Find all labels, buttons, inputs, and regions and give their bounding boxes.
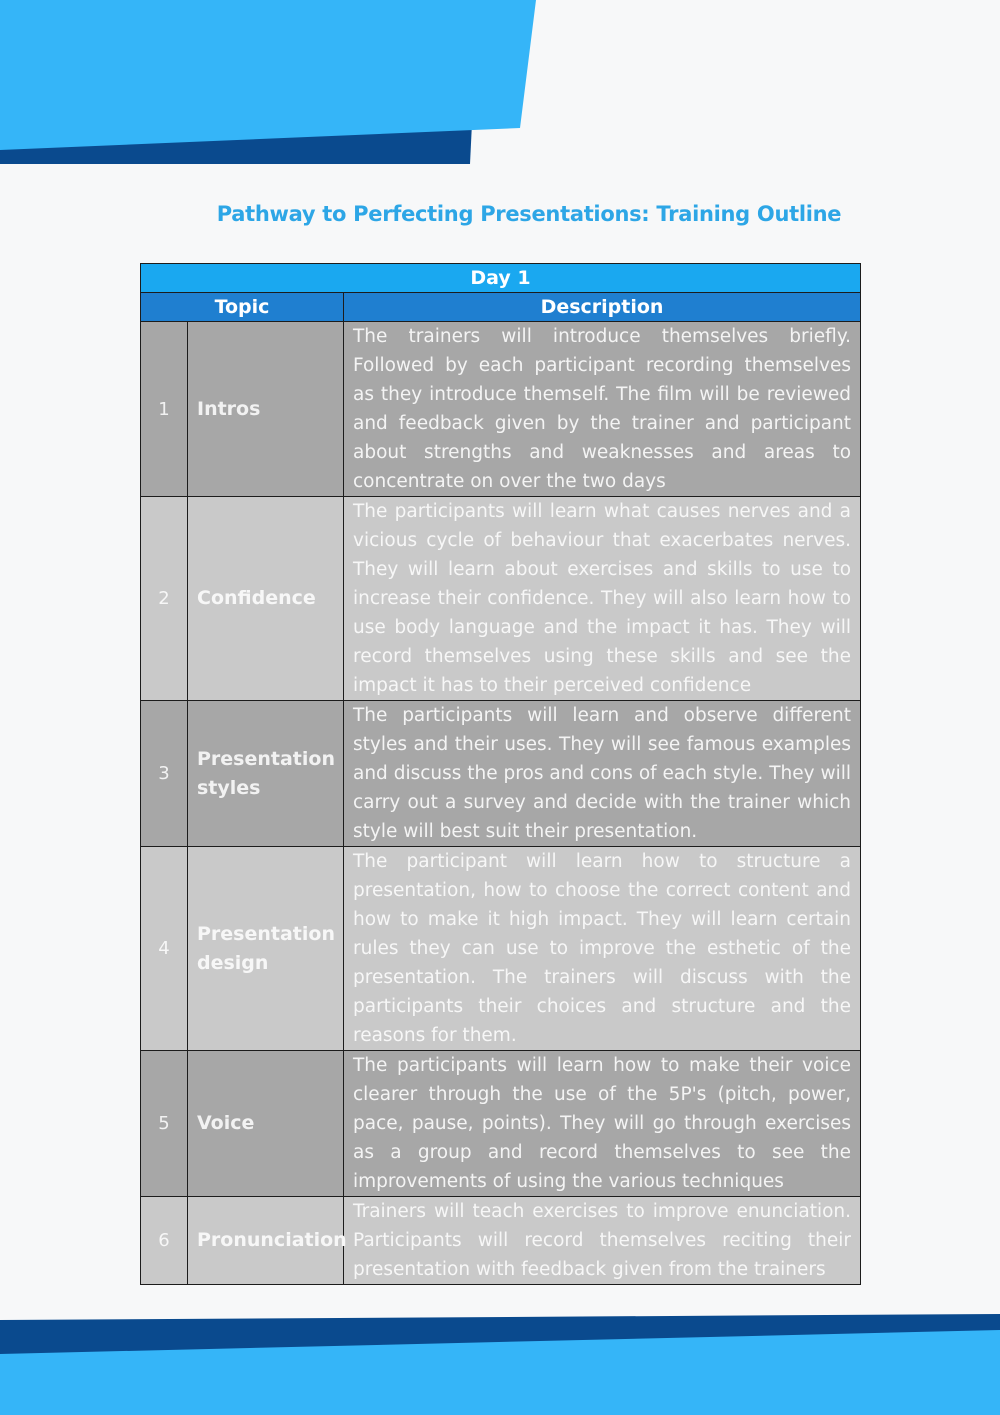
- topic-header: Topic: [141, 293, 344, 322]
- row-description: The participant will learn how to structure a presentation, how to choose the correct content and how to make it high impact. They will learn certain rules they can use to improve the esthetic of the presentation. The trainers will discuss with the participants their choices and structure and the reasons for them.: [344, 847, 861, 1051]
- table-row: [141, 847, 861, 1051]
- row-description: The participants will learn how to make their voice clearer through the use of the 5P's (pitch, power, pace, pause, points). They will go through exercises as a group and record themselves to see the improvements of using the various techniques: [344, 1051, 861, 1197]
- table-row: [141, 497, 861, 701]
- row-number: 1: [141, 322, 188, 497]
- row-number: 5: [141, 1051, 188, 1197]
- day-label: Day 1: [141, 264, 861, 293]
- table-row: [141, 701, 861, 847]
- row-topic: Presentation styles: [188, 701, 344, 847]
- row-description: The participants will learn and observe different styles and their uses. They will see famous examples and discuss the pros and cons of each style. They will carry out a survey and decide with the trainer which style will best suit their presentation.: [344, 701, 861, 847]
- row-topic: Confidence: [188, 497, 344, 701]
- row-number: 6: [141, 1197, 188, 1285]
- table-row: [141, 1051, 861, 1197]
- row-number: 4: [141, 847, 188, 1051]
- day-header-row: [141, 264, 861, 293]
- table-row: [141, 1197, 861, 1285]
- row-topic: Presentation design: [188, 847, 344, 1051]
- description-header: Description: [344, 293, 861, 322]
- page-title: Pathway to Perfecting Presentations: Training Outline: [216, 202, 842, 226]
- row-description: Trainers will teach exercises to improve enunciation. Participants will record themselves reciting their presentation with feedback given from the trainers: [344, 1197, 861, 1285]
- row-number: 3: [141, 701, 188, 847]
- row-topic: Pronunciation: [188, 1197, 344, 1285]
- column-header-row: [141, 293, 861, 322]
- top-light-banner: [0, 0, 536, 150]
- training-outline-table: [140, 263, 861, 1285]
- row-number: 2: [141, 497, 188, 701]
- row-description: The participants will learn what causes nerves and a vicious cycle of behaviour that exacerbates nerves. They will learn about exercises and skills to use to increase their confidence. They will also learn how to use body language and the impact it has. They will record themselves using these skills and see the impact it has to their perceived confidence: [344, 497, 861, 701]
- row-topic: Voice: [188, 1051, 344, 1197]
- row-description: The trainers will introduce themselves briefly. Followed by each participant recording themselves as they introduce themself. The film will be reviewed and feedback given by the trainer and participant about strengths and weaknesses and areas to concentrate on over the two days: [344, 322, 861, 497]
- row-topic: Intros: [188, 322, 344, 497]
- table-row: [141, 322, 861, 497]
